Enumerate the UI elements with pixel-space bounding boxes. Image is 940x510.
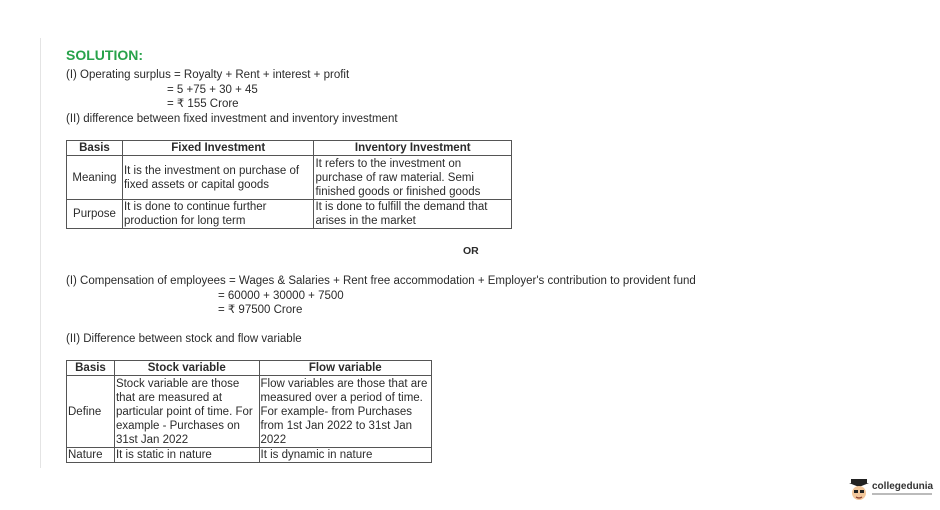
collegedunia-logo: [848, 478, 940, 504]
stock-variable-definition: Stock variable are those that are measured at particular point of time. For example - Purchases on 31st Jan 2022: [114, 376, 259, 448]
table-row: [67, 376, 432, 448]
investment-difference-title: (II) difference between fixed investment and inventory investment: [66, 113, 398, 125]
stock-flow-title: (II) Difference between stock and flow variable: [66, 333, 302, 345]
operating-surplus-formula: (I) Operating surplus = Royalty + Rent + interest + profit: [66, 69, 350, 81]
compensation-values: = 60000 + 30000 + 7500: [218, 290, 344, 302]
solution-heading: SOLUTION:: [66, 47, 143, 63]
investment-table: [66, 140, 512, 229]
header-fixed-investment: Fixed Investment: [122, 141, 314, 156]
flow-variable-nature: It is dynamic in nature: [259, 448, 431, 463]
left-divider: [40, 38, 41, 468]
operating-surplus-result: = ₹ 155 Crore: [167, 98, 239, 110]
table-row: [67, 156, 512, 200]
row-basis: Purpose: [67, 200, 123, 229]
mascot-icon: [848, 478, 870, 502]
row-basis: Meaning: [67, 156, 123, 200]
operating-surplus-values: = 5 +75 + 30 + 45: [167, 84, 258, 96]
header-stock-variable: Stock variable: [114, 361, 259, 376]
compensation-result: = ₹ 97500 Crore: [218, 304, 303, 316]
flow-variable-definition: Flow variables are those that are measured over a period of time. For example- from Purchases from 1st Jan 2022 to 31st Jan 2022: [259, 376, 431, 448]
header-flow-variable: Flow variable: [259, 361, 431, 376]
table-header-row: [67, 361, 432, 376]
header-basis: Basis: [67, 361, 115, 376]
row-basis: Define: [67, 376, 115, 448]
table-row: [67, 448, 432, 463]
or-separator: OR: [463, 245, 479, 257]
compensation-formula: (I) Compensation of employees = Wages & Salaries + Rent free accommodation + Employer's contribution to provident fund: [66, 275, 696, 287]
table-row: [67, 200, 512, 229]
fixed-investment-meaning: It is the investment on purchase of fixed assets or capital goods: [122, 156, 314, 200]
logo-tagline-bar: [872, 493, 932, 495]
inventory-investment-meaning: It refers to the investment on purchase of raw material. Semi finished goods or finished goods: [314, 156, 512, 200]
header-basis: Basis: [67, 141, 123, 156]
inventory-investment-purpose: It is done to fulfill the demand that arises in the market: [314, 200, 512, 229]
fixed-investment-purpose: It is done to continue further production for long term: [122, 200, 314, 229]
stock-variable-nature: It is static in nature: [114, 448, 259, 463]
table-header-row: [67, 141, 512, 156]
header-inventory-investment: Inventory Investment: [314, 141, 512, 156]
row-basis: Nature: [67, 448, 115, 463]
stock-flow-table: [66, 360, 432, 463]
logo-text: collegedunia: [872, 481, 934, 492]
